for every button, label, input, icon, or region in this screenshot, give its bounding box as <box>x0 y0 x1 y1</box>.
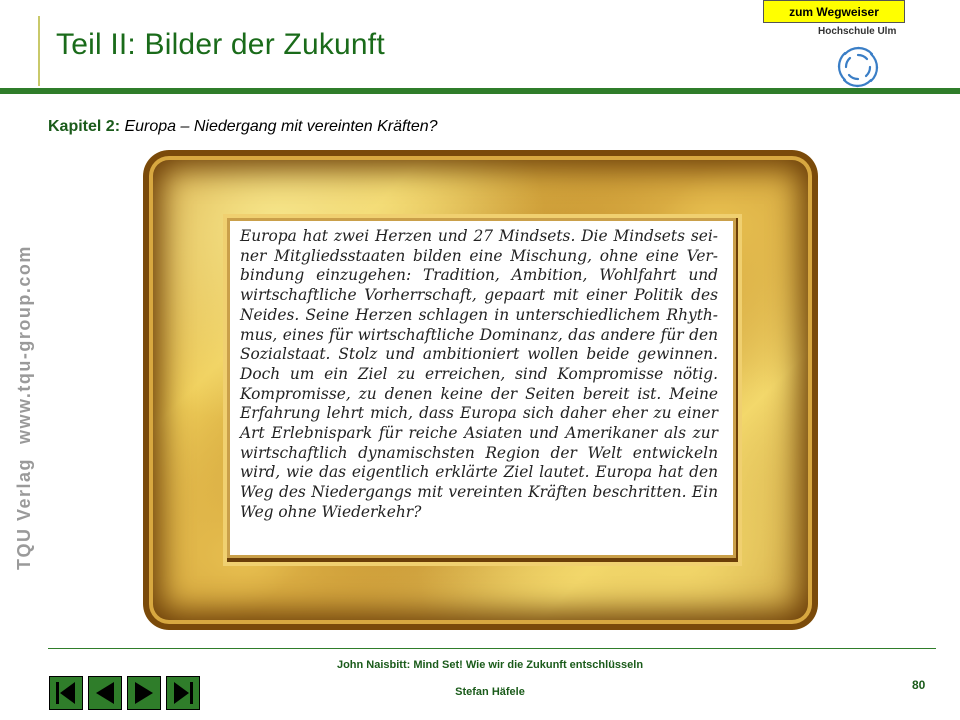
quote-line: Weg ohne Wiederkehr? <box>240 502 422 521</box>
next-page-button[interactable] <box>127 676 161 710</box>
quote-line: ner Mitgliedsstaaten bilden eine Mischung, ohne eine Ver- <box>240 246 718 265</box>
quote-line: mus, eines für wirtschaftliche Dominanz, das andere für den <box>240 325 718 344</box>
chapter-label: Kapitel 2: <box>48 118 121 135</box>
quote-panel <box>230 221 733 555</box>
header-divider-vertical <box>38 16 40 86</box>
quote-line: wirtschaftlich dynamischsten Region der Welt entwickeln <box>240 443 718 462</box>
previous-page-button[interactable] <box>88 676 122 710</box>
hochschule-logo-icon <box>835 44 881 90</box>
quote-line: Sozialstaat. Stolz und ambitioniert wollen beide gewinnen. <box>240 345 718 364</box>
hochschule-logo-text: Hochschule Ulm <box>818 26 897 37</box>
quote-line: Weg des Niedergangs mit vereinten Kräften beschritten. Ein <box>240 483 718 502</box>
quote-line: Erfahrung lehrt mich, dass Europa sich daher eher zu einer <box>240 404 718 423</box>
publisher-name: TQU Verlag <box>14 457 34 570</box>
chapter-subtitle <box>48 118 438 136</box>
quote-text <box>240 227 718 523</box>
slide-title: Teil II: Bilder der Zukunft <box>56 28 385 61</box>
first-page-button[interactable] <box>49 676 83 710</box>
previous-page-icon <box>89 677 121 709</box>
footer-rule <box>48 648 936 649</box>
last-page-icon <box>167 677 199 709</box>
header-rule <box>0 88 960 94</box>
quote-line: wird, wie das eigentlich erklärte Ziel lautet. Europa hat den <box>240 463 718 482</box>
ornate-picture-frame <box>143 150 818 630</box>
last-page-button[interactable] <box>166 676 200 710</box>
publisher-url: www.tqu-group.com <box>14 245 34 444</box>
quote-line: Europa hat zwei Herzen und 27 Mindsets. Die Mindsets sei- <box>240 227 718 245</box>
quote-line: Neides. Seine Herzen schlagen in unterschiedlichem Rhyth- <box>240 305 718 324</box>
wegweiser-link[interactable]: zum Wegweiser <box>763 0 905 23</box>
quote-line: bindung einzugehen: Tradition, Ambition, Wohlfahrt und <box>240 266 718 285</box>
first-page-icon <box>50 677 82 709</box>
chapter-title: Europa – Niedergang mit vereinten Kräften? <box>124 118 438 135</box>
quote-line: wirtschaftliche Vorherrschaft, gepaart mit einer Politik des <box>240 286 718 305</box>
footer-source: John Naisbitt: Mind Set! Wie wir die Zukunft entschlüsseln <box>336 659 644 671</box>
next-page-icon <box>128 677 160 709</box>
page-number: 80 <box>912 678 926 692</box>
quote-line: Art Erlebnispark für reiche Asiaten und Amerikaner als zur <box>240 424 718 443</box>
quote-line: Kompromisse, zu denen keine der Seiten bereit ist. Meine <box>240 384 718 403</box>
publisher-side-text <box>14 245 35 570</box>
quote-line: Doch um ein Ziel zu erreichen, sind Kompromisse nötig. <box>240 364 718 383</box>
footer-author: Stefan Häfele <box>455 686 525 698</box>
